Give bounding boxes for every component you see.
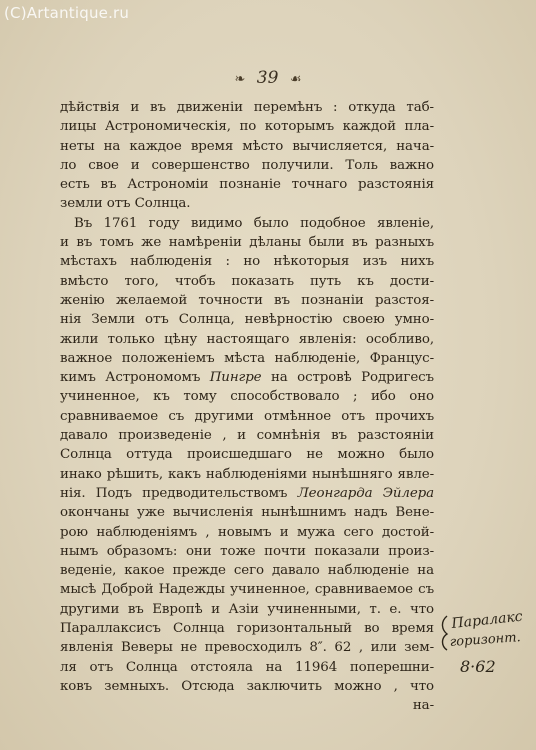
text-line: женію желаемой точности въ познаніи разстоя-	[60, 292, 434, 308]
text-line: Параллаксисъ Солнца горизонтальный во время	[60, 621, 434, 637]
margin-note-line2: горизонт.	[449, 630, 522, 650]
page-header	[0, 68, 536, 88]
text-line: важное положеніемъ мѣста наблюденіе, Францус-	[60, 350, 434, 366]
text-segment: кимъ Астрономомъ	[60, 370, 201, 386]
ornament-left-icon: ❧	[234, 72, 246, 87]
text-line	[60, 368, 434, 387]
text-line: нымъ образомъ: они тоже почти показали произ-	[60, 543, 434, 559]
text-line: и въ томъ же намѣреніи дѣланы были въ разныхъ	[60, 235, 434, 251]
text-line: на-	[412, 698, 434, 714]
text-line: нія Земли отъ Солнца, невѣрностію своею умно-	[60, 312, 434, 328]
text-line: окончаны уже вычисленія нынѣшнимъ надъ Вене-	[60, 505, 434, 521]
text-line: давало произведеніе , и сомнѣнія въ разстояніи	[60, 428, 434, 444]
margin-note-value: 8·62	[460, 657, 496, 676]
text-line: инако рѣшить, какъ наблюденіями нынѣшняго явле-	[60, 466, 434, 482]
text-line: дѣйствія и въ движеніи перемѣнъ : откуда таб-	[60, 100, 434, 115]
text-line: рою наблюденіямъ , новымъ и мужа сего достой-	[60, 524, 434, 540]
page-number: 39	[256, 68, 279, 88]
name-pingre: Пингре	[209, 370, 262, 386]
text-line: другими въ Европѣ и Азіи учиненными, т. е. что	[60, 601, 434, 617]
text-line: учиненное, къ тому способствовало ; ибо оно	[60, 389, 434, 405]
name-euler: Леонгарда Эйлера	[297, 485, 434, 501]
body-text	[60, 98, 434, 716]
text-line: земли отъ Солнца.	[60, 196, 191, 212]
text-line: мѣстахъ наблюденія : но нѣкоторыя изъ нихъ	[60, 254, 434, 270]
text-line: Солнца оттуда происшедшаго не можно было	[60, 447, 434, 463]
margin-note-drawing	[438, 608, 534, 682]
text-line: ковъ земныхъ. Отсюда заключить можно , что	[60, 678, 434, 694]
text-line: явленія Веверы не превосходилъ 8″. 62 , или зем-	[60, 640, 434, 656]
text-line: сравниваемое съ другими отмѣнное отъ прочихъ	[60, 408, 434, 424]
text-line: веденіе, какое прежде сего давало наблюденіе на	[60, 563, 434, 579]
ornament-right-icon: ☙	[289, 72, 302, 87]
brace-icon	[442, 616, 447, 650]
handwritten-margin-note	[438, 608, 534, 682]
margin-note-line1: Паралакс	[450, 608, 524, 632]
text-line: неты на каждое время мѣсто вычисляется, нача-	[60, 138, 434, 154]
text-line: ло свое и совершенство получили. Толь важно	[60, 157, 434, 173]
text-segment: на островѣ Родригесъ	[270, 370, 434, 386]
text-line: вмѣсто того, чтобъ показать путь къ дости-	[60, 273, 434, 289]
text-line: мысѣ Доброй Надежды учиненное, сравниваемое съ	[60, 582, 434, 598]
text-line: есть въ Астрономіи познаніе точнаго разстоянія	[60, 177, 434, 193]
text-line: жили только цѣну настоящаго явленія: особливо,	[60, 331, 434, 347]
text-line: ля отъ Солнца отстояла на 11964 поперешни-	[60, 659, 434, 675]
text-line: Въ 1761 году видимо было подобное явленіе,	[74, 215, 434, 231]
watermark: (C)Artantique.ru	[4, 4, 130, 22]
text-line: лицы Астрономическія, по которымъ каждой пла-	[60, 119, 434, 135]
text-segment: нія. Подъ предводительствомъ	[60, 485, 288, 501]
text-line	[60, 484, 434, 503]
